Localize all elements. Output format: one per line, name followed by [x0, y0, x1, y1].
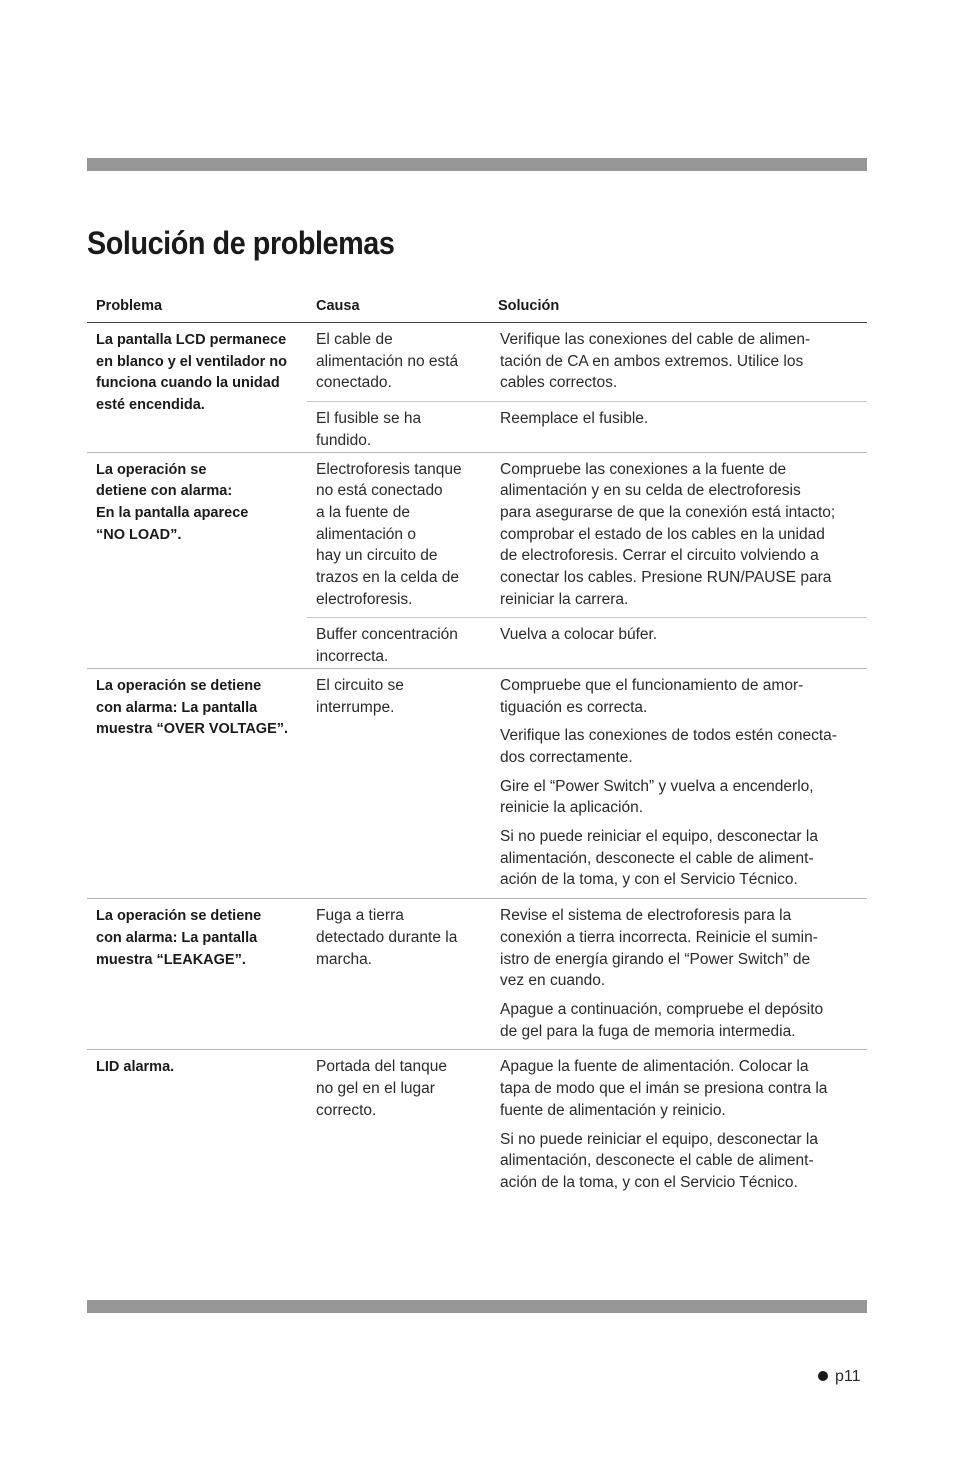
cause-line: Buffer concentración — [316, 626, 458, 644]
solution-line: ación de la toma, y con el Servicio Técnico. — [500, 1173, 798, 1191]
cause-line: hay un circuito de — [316, 547, 438, 565]
problem-line: En la pantalla aparece — [96, 504, 249, 521]
cause-line: correcto. — [316, 1101, 377, 1119]
problem-line: muestra “OVER VOLTAGE”. — [96, 721, 289, 738]
cause-solution-group — [307, 669, 867, 898]
cause-line: conectado. — [316, 374, 392, 392]
header-cause: Causa — [316, 298, 360, 314]
solution-paragraph — [500, 999, 861, 1042]
solution-line: alimentación, desconecte el cable de aliment- — [500, 849, 814, 867]
problem-line: “NO LOAD”. — [96, 526, 182, 543]
solution-cell — [489, 453, 867, 618]
page-number-text: p11 — [835, 1368, 861, 1385]
solution-cell — [489, 899, 867, 1049]
solution-line: para asegurarse de que la conexión está intacto; — [500, 503, 836, 521]
cause-solution-group — [307, 323, 867, 452]
solution-line: dos correctamente. — [500, 748, 633, 766]
solution-paragraph — [500, 725, 861, 768]
problem-line: con alarma: La pantalla — [96, 699, 258, 716]
solution-paragraph — [500, 675, 861, 718]
problem-cell — [87, 669, 307, 898]
solution-line: Compruebe las conexiones a la fuente de — [500, 460, 787, 478]
problem-line: LID alarma. — [96, 1059, 175, 1076]
table-row — [87, 453, 867, 669]
bottom-rule — [87, 1300, 867, 1313]
cause-cell — [307, 1050, 489, 1200]
cause-line: alimentación no está — [316, 352, 459, 370]
solution-line: de electroforesis. Cerrar el circuito volviendo a — [500, 547, 819, 565]
solution-line: Apague a continuación, compruebe el depósito — [500, 1000, 824, 1018]
solution-line: Reemplace el fusible. — [500, 410, 649, 428]
table-header — [87, 292, 867, 323]
cause-line: El fusible se ha — [316, 410, 422, 428]
solution-line: conectar los cables. Presione RUN/PAUSE para — [500, 569, 832, 587]
cause-line: alimentación o — [316, 525, 416, 543]
solution-line: tiguación es correcta. — [500, 698, 648, 716]
problem-line: La operación se — [96, 461, 207, 478]
solution-line: ación de la toma, y con el Servicio Técnico. — [500, 871, 798, 889]
problem-line: La pantalla LCD permanece — [96, 332, 287, 348]
cause-line: incorrecta. — [316, 648, 389, 666]
table-body — [87, 323, 867, 1201]
cause-line: a la fuente de — [316, 503, 410, 521]
troubleshooting-table — [87, 292, 867, 1201]
cause-cell — [307, 453, 489, 618]
cause-solution-pair — [307, 617, 867, 667]
cause-solution-pair — [307, 1050, 867, 1200]
cause-cell — [307, 402, 489, 451]
cause-line: El circuito se — [316, 676, 404, 694]
cause-solution-group — [307, 899, 867, 1049]
solution-cell — [489, 618, 867, 667]
solution-line: conexión a tierra incorrecta. Reinicie el sumin- — [500, 928, 818, 946]
solution-line: Si no puede reiniciar el equipo, desconectar la — [500, 828, 818, 846]
problem-line: La operación se detiene — [96, 908, 262, 925]
cause-cell — [307, 899, 489, 1049]
cause-line: Fuga a tierra — [316, 907, 404, 925]
solution-line: fuente de alimentación y reinicio. — [500, 1101, 726, 1119]
cause-solution-pair — [307, 669, 867, 898]
problem-cell — [87, 899, 307, 1049]
cause-solution-pair — [307, 453, 867, 618]
page-number — [818, 1368, 861, 1386]
solution-line: reinicie la aplicación. — [500, 799, 644, 817]
solution-line: Gire el “Power Switch” y vuelva a encenderlo, — [500, 777, 814, 795]
top-rule — [87, 158, 867, 171]
cause-line: no está conectado — [316, 482, 443, 500]
solution-line: tación de CA en ambos extremos. Utilice los — [500, 352, 804, 370]
cause-line: electroforesis. — [316, 590, 413, 608]
bullet-icon — [818, 1371, 828, 1381]
solution-paragraph — [500, 826, 861, 891]
problem-line: esté encendida. — [96, 397, 205, 414]
solution-paragraph — [500, 329, 861, 394]
cause-line: interrumpe. — [316, 698, 395, 716]
cause-cell — [307, 323, 489, 401]
cause-line: trazos en la celda de — [316, 569, 460, 587]
problem-cell — [87, 323, 307, 452]
solution-line: Si no puede reiniciar el equipo, desconectar la — [500, 1130, 818, 1148]
table-row — [87, 1050, 867, 1200]
cause-line: detectado durante la — [316, 928, 458, 946]
problem-line: La operación se detiene — [96, 677, 262, 694]
solution-line: alimentación, desconecte el cable de aliment- — [500, 1152, 814, 1170]
cause-line: marcha. — [316, 950, 372, 968]
solution-line: tapa de modo que el imán se presiona contra la — [500, 1080, 828, 1098]
solution-line: Verifique las conexiones del cable de alimen- — [500, 331, 811, 348]
solution-paragraph — [500, 776, 861, 819]
table-row — [87, 669, 867, 899]
solution-line: Verifique las conexiones de todos estén conecta- — [500, 727, 837, 745]
solution-cell — [489, 1050, 867, 1200]
cause-line: Portada del tanque — [316, 1058, 447, 1076]
solution-line: Compruebe que el funcionamiento de amor- — [500, 676, 804, 694]
solution-cell — [489, 669, 867, 898]
solution-line: de gel para la fuga de memoria intermedia. — [500, 1022, 796, 1040]
table-row — [87, 323, 867, 453]
cause-solution-group — [307, 1050, 867, 1200]
cause-solution-pair — [307, 323, 867, 401]
problem-line: muestra “LEAKAGE”. — [96, 951, 246, 968]
cause-cell — [307, 618, 489, 667]
solution-paragraph — [500, 624, 861, 646]
solution-cell — [489, 402, 867, 451]
problem-cell — [87, 1050, 307, 1200]
solution-line: istro de energía girando el “Power Switch” de — [500, 950, 811, 968]
solution-paragraph — [500, 459, 861, 611]
solution-paragraph — [500, 905, 861, 992]
cause-line: El cable de — [316, 331, 393, 348]
solution-line: Vuelva a colocar búfer. — [500, 626, 658, 644]
cause-line: Electroforesis tanque — [316, 460, 462, 478]
cause-cell — [307, 669, 489, 898]
problem-line: funciona cuando la unidad — [96, 375, 280, 392]
header-solution: Solución — [498, 298, 560, 314]
solution-line: vez en cuando. — [500, 972, 606, 990]
solution-line: alimentación y en su celda de electroforesis — [500, 482, 801, 500]
solution-line: reiniciar la carrera. — [500, 590, 629, 608]
cause-solution-group — [307, 453, 867, 668]
table-row — [87, 899, 867, 1050]
problem-line: en blanco y el ventilador no — [96, 353, 287, 370]
solution-paragraph — [500, 1056, 861, 1121]
page-title: Solución de problemas — [87, 225, 395, 261]
problem-cell — [87, 453, 307, 668]
solution-line: Apague la fuente de alimentación. Colocar la — [500, 1058, 809, 1076]
solution-cell — [489, 323, 867, 401]
cause-solution-pair — [307, 899, 867, 1049]
cause-line: fundido. — [316, 431, 372, 449]
problem-line: con alarma: La pantalla — [96, 929, 258, 946]
solution-line: Revise el sistema de electroforesis para la — [500, 907, 792, 925]
cause-line: no gel en el lugar — [316, 1080, 435, 1098]
header-problem: Problema — [96, 298, 163, 314]
cause-solution-pair — [307, 401, 867, 451]
solution-paragraph — [500, 408, 861, 430]
problem-line: detiene con alarma: — [96, 483, 233, 500]
solution-paragraph — [500, 1129, 861, 1194]
solution-line: comprobar el estado de los cables en la unidad — [500, 525, 825, 543]
solution-line: cables correctos. — [500, 374, 618, 392]
